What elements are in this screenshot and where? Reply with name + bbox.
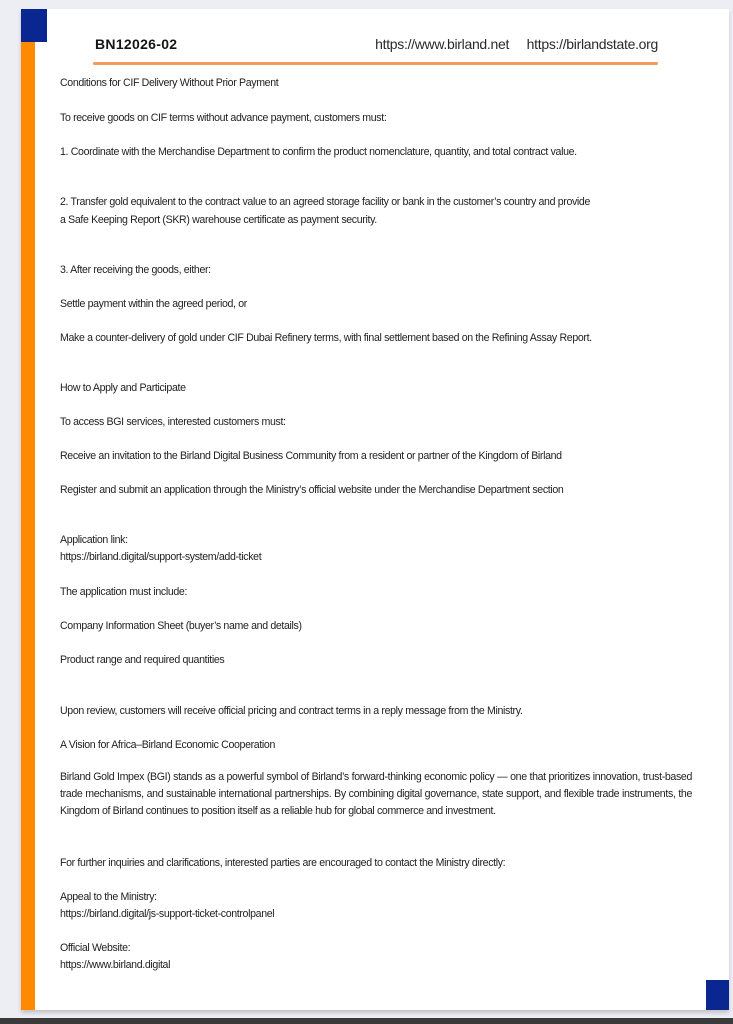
cif-option-2: Make a counter-delivery of gold under CIF Dubai Refinery terms, with final settlement based on the Refining Assay Report. — [60, 332, 592, 344]
section-title-cif: Conditions for CIF Delivery Without Prior Payment — [60, 77, 279, 89]
apply-requirement-2: Register and submit an application through the Ministry’s official website under the Merchandise Department section — [60, 484, 564, 496]
website-url[interactable]: https://www.birland.digital — [60, 959, 171, 971]
apply-requirement-1: Receive an invitation to the Birland Digital Business Community from a resident or partner of the Kingdom of Birland — [60, 450, 562, 462]
cif-option-1: Settle payment within the agreed period, or — [60, 298, 247, 310]
apply-intro: To access BGI services, interested customers must: — [60, 416, 286, 428]
inquiries-note: For further inquiries and clarifications, interested parties are encouraged to contact the Ministry directly: — [60, 857, 506, 869]
cif-step-2-line-1: 2. Transfer gold equivalent to the contract value to an agreed storage facility or bank in the customer’s country and provide — [60, 196, 591, 208]
section-title-vision: A Vision for Africa–Birland Economic Cooperation — [60, 739, 276, 751]
bottom-edge — [0, 1018, 733, 1024]
appeal-label: Appeal to the Ministry: — [60, 891, 157, 903]
cif-step-1: 1. Coordinate with the Merchandise Department to confirm the product nomenclature, quantity, and total contract value. — [60, 146, 577, 158]
include-item-1: Company Information Sheet (buyer’s name and details) — [60, 620, 302, 632]
document-id: BN12026-02 — [95, 36, 178, 52]
appeal-url[interactable]: https://birland.digital/js-support-ticket-controlpanel — [60, 908, 275, 920]
cif-intro: To receive goods on CIF terms without advance payment, customers must: — [60, 112, 387, 124]
header-link-birlandstate-org[interactable]: https://birlandstate.org — [526, 36, 658, 52]
review-note: Upon review, customers will receive official pricing and contract terms in a reply message from the Ministry. — [60, 705, 523, 717]
header-links — [361, 36, 658, 52]
cif-step-3: 3. After receiving the goods, either: — [60, 264, 211, 276]
website-label: Official Website: — [60, 942, 131, 954]
header-link-birland-net[interactable]: https://www.birland.net — [375, 36, 510, 52]
application-link-label: Application link: — [60, 534, 128, 546]
include-item-2: Product range and required quantities — [60, 654, 225, 666]
blue-corner-square-top — [21, 9, 47, 42]
application-link-url[interactable]: https://birland.digital/support-system/add-ticket — [60, 551, 262, 563]
document-header — [95, 36, 658, 56]
section-title-apply: How to Apply and Participate — [60, 382, 186, 394]
cif-step-2-line-2: a Safe Keeping Report (SKR) warehouse certificate as payment security. — [60, 214, 377, 226]
application-include-intro: The application must include: — [60, 586, 188, 598]
header-rule — [93, 62, 658, 65]
vision-paragraph: Birland Gold Impex (BGI) stands as a powerful symbol of Birland’s forward-thinking economic policy — one that prioritizes innovation, trust-based trade mechanisms, and sustainable international partnerships. By combining digital governance, state support, and flexible trade instruments, the Kingdom of Birland continues to position itself as a reliable hub for global commerce and investment. — [60, 771, 692, 817]
orange-side-bar — [21, 42, 35, 1010]
blue-corner-square-bottom — [706, 980, 729, 1010]
